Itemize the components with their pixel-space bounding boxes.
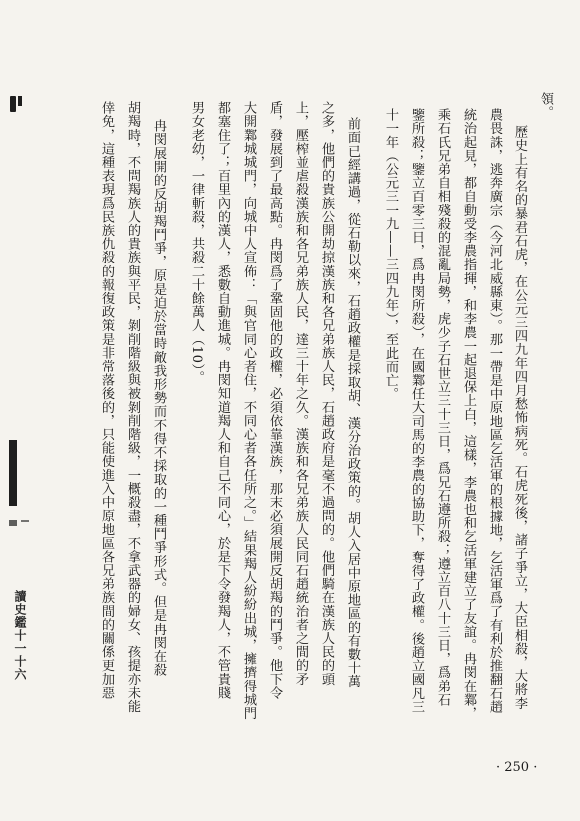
margin-spine-text: 讀史鑑十一十六 [13,590,27,681]
page-number: · 250 · [496,760,538,775]
text-column-8: 前面已經講過，從石勒以來，石趙政權是採取胡、漢分治政策的。胡人入居中原地區的有數十萬 [345,117,360,689]
text-column-17: 倖免，這種表現爲民族仇殺的報復政策是非常落後的，只能使進入中原地區各兄弟族間的關係更加惡 [99,101,114,700]
margin-ink-mark [10,96,16,112]
text-column-1: 領。 [538,92,553,120]
text-column-5: 乘石氏兄弟自相殘殺的混亂局勢，虎少子石世立三十三日，爲兄石遵所殺；遵立百八十三日，爲弟石 [435,108,450,707]
text-column-2: 歷史上有名的暴君石虎，在公元三四九年四月愁怖病死。石虎死後，諸子爭立，大臣相殺，大將李 [512,125,527,710]
margin-ink-mark [18,96,22,106]
text-column-11: 盾，發展到了最高點。冉閔爲了鞏固他的政權，必須依靠漢族，那末必須展開反胡羯的鬥爭。他下令 [267,101,282,700]
text-column-4: 統治起見，都自動受李農指揮，和李農一起退保上白，這樣，李農也和乞活軍建立了友誼。冉閔在鄴， [461,108,476,720]
text-column-3: 農畏誅，逃奔廣宗（今河北威縣東）。那一帶是中原地區乞活軍的根據地，乞活軍爲了有利於推翻石趙 [487,108,502,714]
text-column-16: 胡羯時，不問羯族人的貴族與平民，剝削階級與被剝削階級，一概殺盡，不拿武器的婦女、孩提亦未能 [125,101,140,713]
text-column-7: 十一年（公元三一九——三四九年），至此而亡。 [383,108,398,401]
margin-ink-bar [9,440,17,506]
text-column-15: 冉閔展開的反胡羯鬥爭，原是迫於當時敵我形勢而不得不採取的一種鬥爭形式。但是冉閔在殺 [151,119,166,677]
margin-ink-mark [9,520,17,526]
text-column-12: 大開鄴城城門，向城中人宣佈：「與官同心者住，不同心者各任所之。」結果羯人紛紛出城，擁擠得城門 [241,101,256,720]
text-column-10: 上，壓榨並虐殺漢族和各兄弟族人民，達三十年之久。漢族和各兄弟族人民同石趙統治者之間的矛 [293,101,308,686]
margin-ink-mark [21,520,29,522]
text-column-14: 男女老幼，一律斬殺，共殺二十餘萬人（10）。 [189,101,204,384]
text-column-9: 之多，他們的貴族公開劫掠漢族和各兄弟族人民，石趙政府是毫不過問的。他們騎在漢族人民的頭 [319,101,334,686]
text-column-13: 都塞住了；百里內的漢人，悉數自動進城。冉閔知道羯人和自己不同心，於是下令發羯人，不管貴賤 [215,101,230,700]
text-column-6: 鑒所殺；鑒立百零三日，爲冉閔所殺），在國鄴任大司馬的李農的協助下，奪得了政權。後趙立國凡三 [409,108,424,714]
